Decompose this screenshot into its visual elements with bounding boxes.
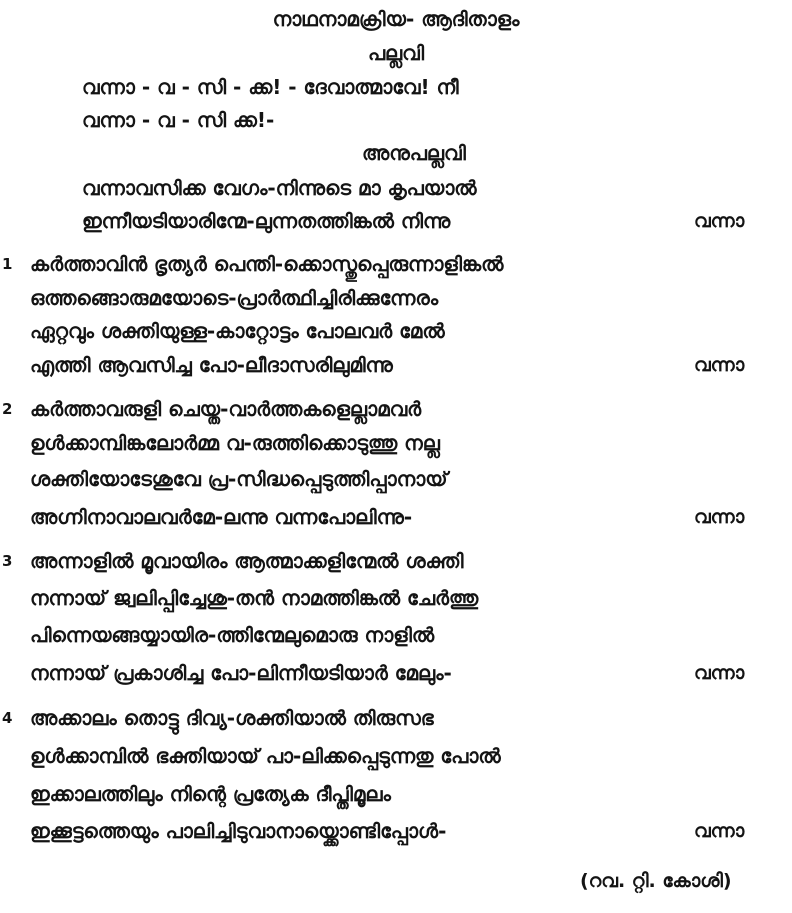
stanza-line: ഇക്കാലത്തിലും നിന്റെ പ്രത്യേക ദീപ്തിമൂലം [30, 782, 391, 806]
stanza-line: ഇക്കൂട്ടത്തെയും പാലിച്ചിടുവാനായ്ക്കൊണ്ടിപ്പോൾ- [30, 819, 447, 843]
stanza-line: ഉൾക്കാമ്പിങ്കലോർമ്മ വ-രുത്തിക്കൊടുത്തു നല്ല [30, 431, 440, 455]
stanza-number: 3 [2, 552, 13, 570]
anupallavi-heading: അനുപല്ലവി [362, 141, 466, 165]
stanza-line: കർത്താവിൻ ഭൃത്യർ പെന്തി-ക്കൊസ്തുപ്പെരുന്നാളിങ്കൽ [30, 252, 504, 276]
pallavi-line: വന്നാ - വ - സി ക്ക!- [82, 108, 275, 132]
raga-tala-heading: നാഥനാമക്രിയ- ആദിതാളം [272, 7, 520, 31]
stanza-line: അഗ്നിനാവാലവർമേ-ലന്നു വന്നപോലിന്നു- [30, 505, 413, 529]
stanza-line: എത്തി ആവസിച്ച പോ-ലീദാസരിലുമിന്നു [30, 353, 393, 377]
stanza-line: ഉൾക്കാമ്പിൽ ഭക്തിയായ് പാ-ലിക്കപ്പെടുന്നതു പോൽ [30, 744, 501, 768]
stanza-line: നന്നായ് പ്രകാശിച്ച പോ-ലിന്നീയടിയാർ മേലും- [30, 661, 452, 685]
pallavi-heading: പല്ലവി [367, 41, 425, 65]
stanza-line: അന്നാളിൽ മൂവായിരം ആത്മാക്കളിന്മേൽ ശക്തി [30, 549, 464, 573]
pallavi-line: വന്നാ - വ - സി - ക്ക! - ദേവാത്മാവേ! നീ [82, 75, 459, 99]
refrain-marker: വന്നാ [694, 506, 745, 528]
refrain-marker: വന്നാ [694, 210, 745, 232]
stanza-line: അക്കാലം തൊട്ടു ദിവ്യ-ശക്തിയാൽ തിരുസഭ [30, 706, 434, 730]
stanza-line: ഒത്തങ്ങൊരുമയോടെ-പ്രാർത്ഥിച്ചിരിക്കുന്നേരം [30, 286, 439, 310]
anupallavi-line: ഇന്നീയടിയാരിന്മേ-ലുന്നതത്തിങ്കൽ നിന്നു [82, 209, 451, 233]
stanza-line: കർത്താവരുളി ചെയ്ത-വാർത്തകളെല്ലാമവർ [30, 397, 422, 421]
author-credit: (റവ. റ്റി. കോശി) [580, 870, 732, 892]
refrain-marker: വന്നാ [694, 354, 745, 376]
stanza-line: നന്നായ് ജ്വലിപ്പിച്ചേശു-തൻ നാമത്തിങ്കൽ ചേർത്തു [30, 586, 479, 610]
stanza-number: 4 [2, 709, 13, 727]
stanza-number: 1 [2, 255, 13, 273]
refrain-marker: വന്നാ [694, 820, 745, 842]
anupallavi-line: വന്നാവസിക്ക വേഗം-നിന്നുടെ മാ കൃപയാൽ [82, 176, 477, 200]
refrain-marker: വന്നാ [694, 662, 745, 684]
stanza-line: പിന്നെയങ്ങയ്യായിര-ത്തിന്മേലുമൊരു നാളിൽ [30, 623, 435, 647]
stanza-number: 2 [2, 400, 13, 418]
stanza-line: ശക്തിയോടേശുവേ പ്ര-സിദ്ധപ്പെടുത്തിപ്പാനായ് [30, 467, 448, 491]
stanza-line: ഏറ്റവും ശക്തിയുള്ള-കാറ്റോട്ടം പോലവർ മേൽ [30, 319, 445, 343]
